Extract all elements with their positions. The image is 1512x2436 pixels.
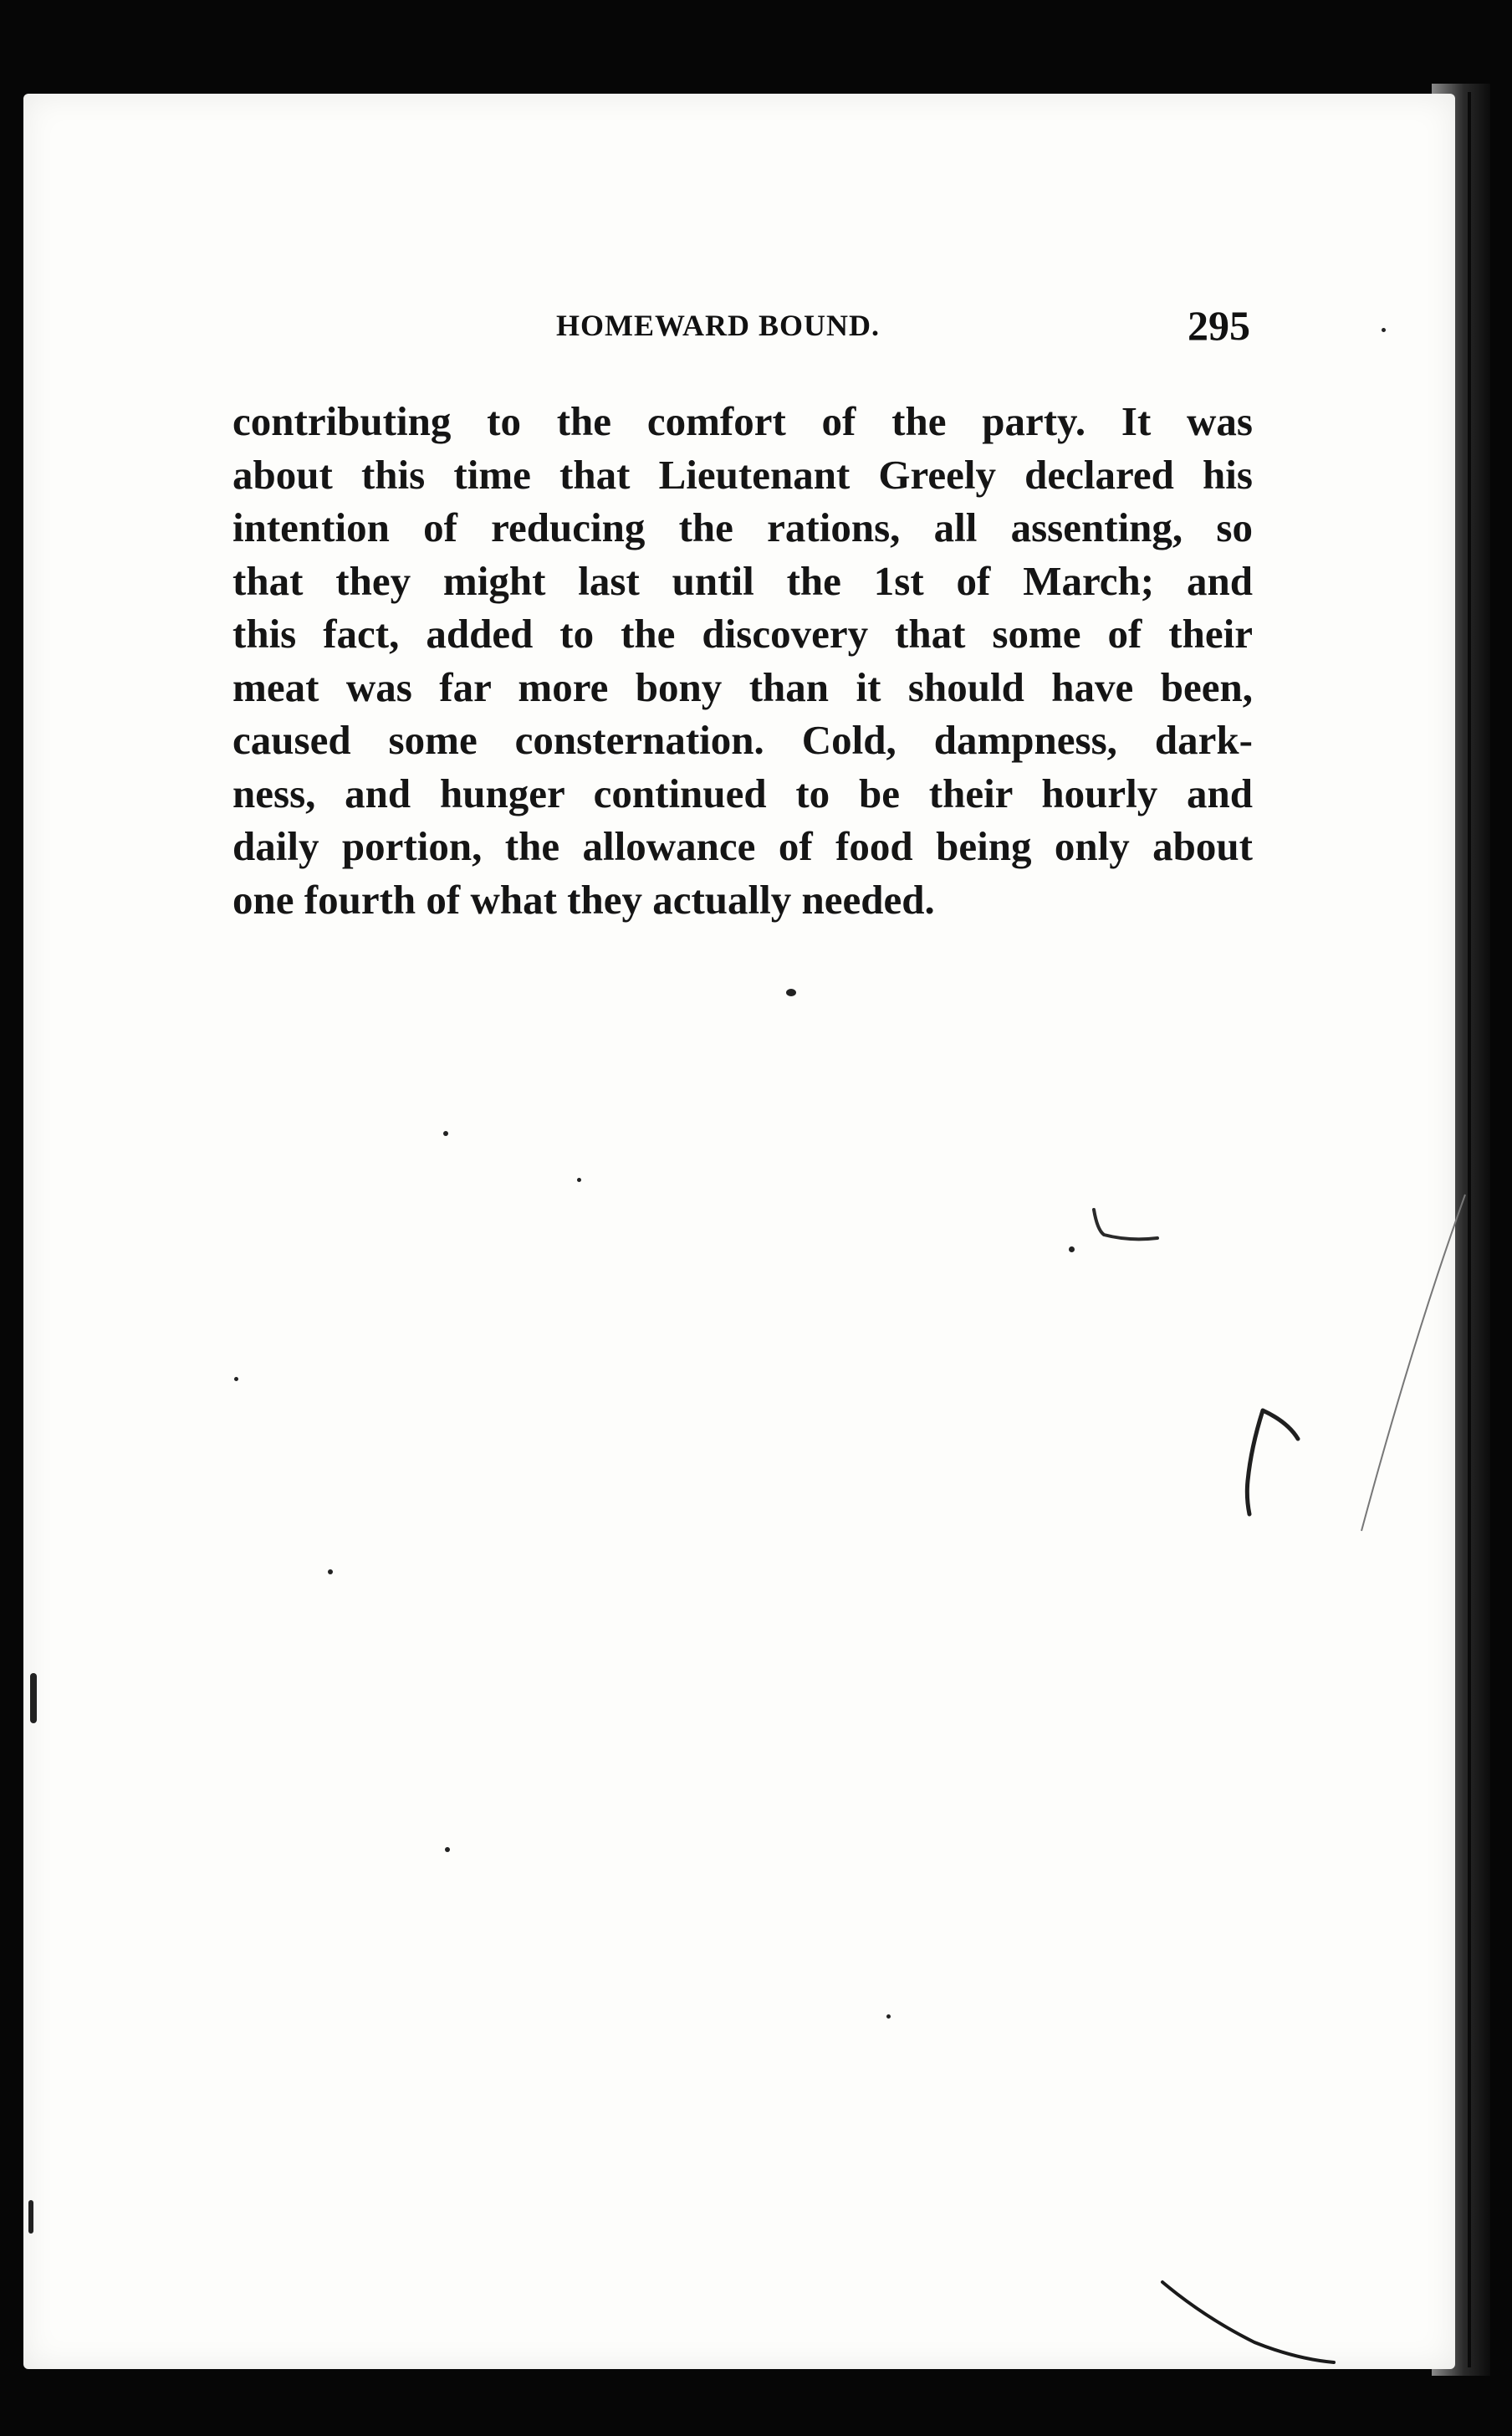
text-line: intention of reducing the rations, all assenting, so (232, 504, 1253, 550)
scan-mark-line (1355, 1188, 1472, 1539)
scan-speck (1069, 1246, 1075, 1252)
page-header (234, 302, 1250, 358)
scan-mark-hook (1087, 1205, 1171, 1255)
text-line: ness, and hunger continued to be their hourly and (232, 770, 1253, 816)
scan-speck (786, 989, 796, 996)
scan-mark-stroke (1229, 1405, 1305, 1522)
scan-speck (328, 1569, 333, 1574)
scan-speck (1382, 328, 1386, 332)
scan-speck (886, 2014, 891, 2019)
body-paragraph (232, 395, 1253, 926)
scan-speck (443, 1131, 448, 1136)
scan-speck (445, 1847, 450, 1852)
scan-speck (234, 1377, 238, 1381)
scan-speck (577, 1178, 581, 1182)
scan-speck (30, 1673, 37, 1723)
text-line: that they might last until the 1st of March; and (232, 557, 1253, 604)
text-line: one fourth of what they actually needed. (232, 876, 935, 923)
page-number: 295 (1188, 302, 1250, 349)
text-line: daily portion, the allowance of food being only about (232, 823, 1253, 869)
text-line: meat was far more bony than it should have been, (232, 663, 1253, 710)
running-title: HOMEWARD BOUND. (556, 309, 881, 342)
scan-speck (28, 2200, 33, 2234)
text-line: contributing to the comfort of the party. It was (232, 398, 1253, 444)
text-line: about this time that Lieutenant Greely declared his (232, 451, 1253, 498)
text-line: this fact, added to the discovery that some of their (232, 611, 1253, 657)
scan-mark-curve (1154, 2275, 1338, 2367)
text-line: caused some consternation. Cold, dampness, dark- (232, 717, 1253, 763)
